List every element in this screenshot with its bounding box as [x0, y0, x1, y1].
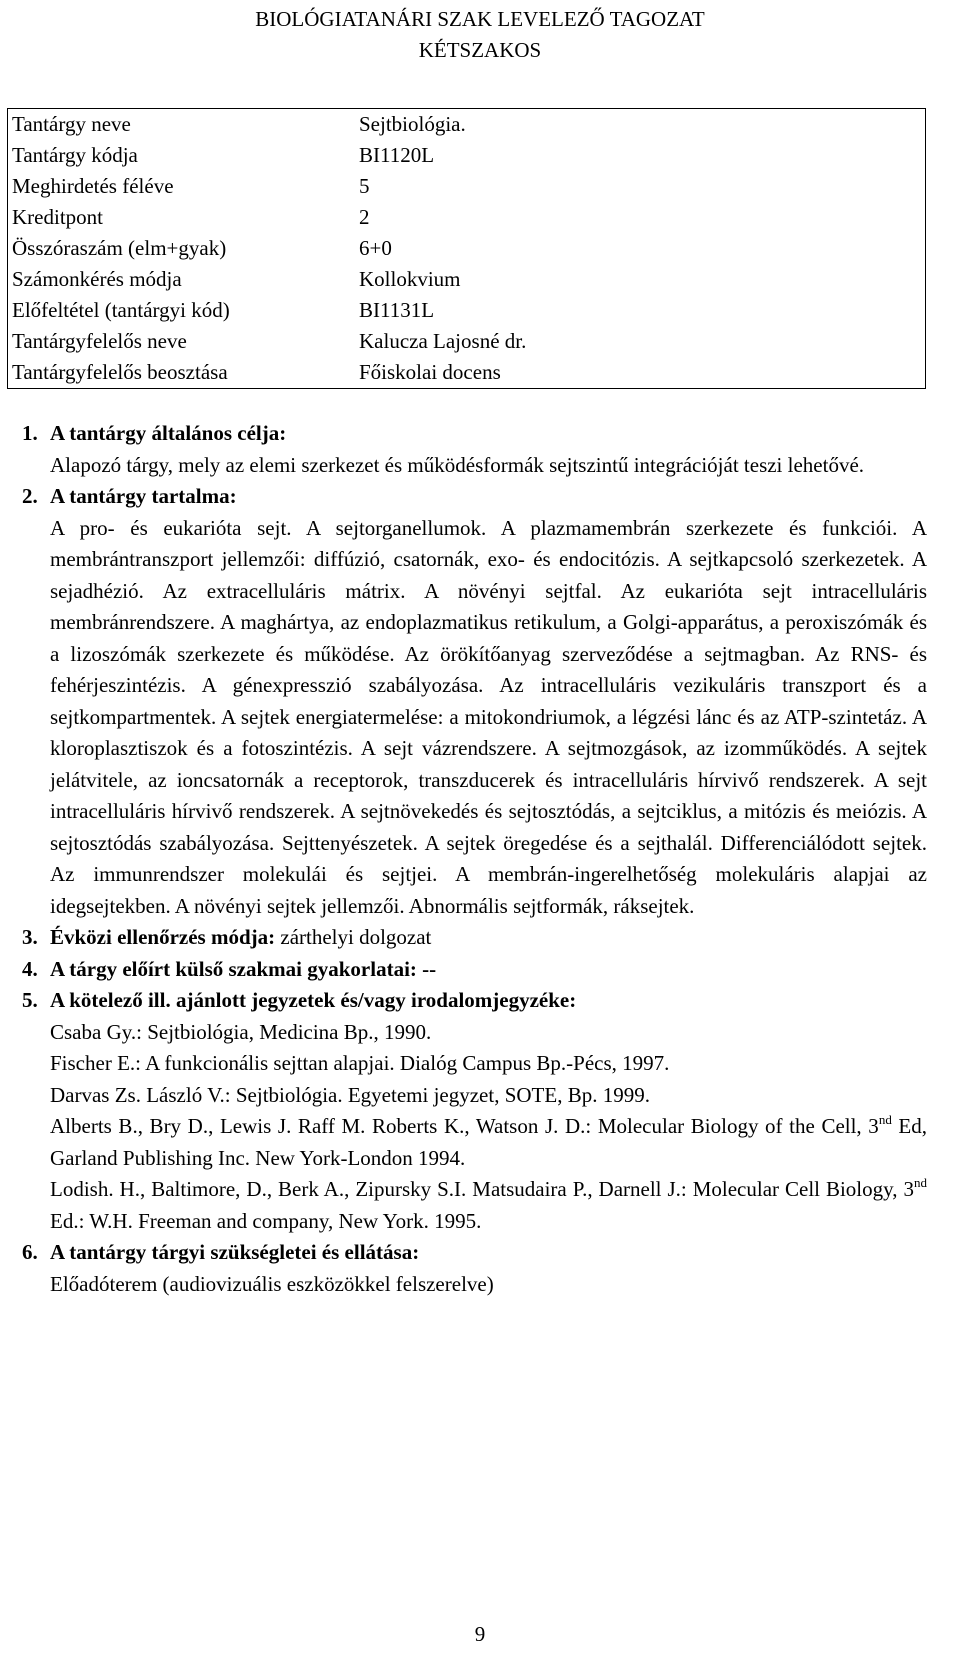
row-value: BI1131L	[359, 298, 435, 322]
syllabus-content	[22, 418, 927, 1300]
reference-item	[22, 1174, 927, 1237]
reference-item: Darvas Zs. László V.: Sejtbiológia. Egyetemi jegyzet, SOTE, Bp. 1999.	[50, 1082, 650, 1107]
row-value: 5	[359, 174, 370, 198]
section-3-value: zárthelyi dolgozat	[275, 925, 432, 949]
table-row	[8, 140, 926, 171]
section-title: A tantárgy tárgyi szükségletei és ellátása:	[50, 1240, 420, 1264]
document-header	[0, 4, 960, 66]
section-6-heading	[22, 1237, 927, 1269]
section-3-heading	[22, 922, 927, 954]
section-2-heading	[22, 481, 927, 513]
reference-item	[22, 1111, 927, 1174]
section-title: Évközi ellenőrzés módja:	[50, 925, 276, 949]
reference-text: Alberts B., Bry D., Lewis J. Raff M. Roberts K., Watson J. D.: Molecular Biology of the Cell, 3	[50, 1114, 879, 1138]
section-title: A kötelező ill. ajánlott jegyzetek és/vagy irodalomjegyzéke:	[50, 988, 577, 1012]
row-key: Összóraszám (elm+gyak)	[12, 236, 227, 260]
row-key: Kreditpont	[12, 205, 103, 229]
reference-item: Csaba Gy.: Sejtbiológia, Medicina Bp., 1990.	[50, 1019, 432, 1044]
row-value: Sejtbiológia.	[359, 112, 466, 136]
section-number: 6.	[22, 1240, 38, 1264]
row-value: 6+0	[359, 236, 392, 260]
section-number: 4.	[22, 956, 38, 981]
reference-item: Fischer E.: A funkcionális sejttan alapjai. Dialóg Campus Bp.-Pécs, 1997.	[50, 1051, 670, 1075]
section-title: A tantárgy tartalma:	[50, 484, 237, 508]
row-key: Számonkérés módja	[12, 267, 182, 291]
header-line-2: KÉTSZAKOS	[418, 38, 542, 62]
ordinal-suffix: nd	[914, 1175, 927, 1190]
section-number: 1.	[22, 421, 38, 445]
table-row	[8, 233, 926, 264]
section-5-heading	[22, 985, 927, 1017]
row-value: Kalucza Lajosné dr.	[359, 329, 527, 353]
row-key: Tantárgy neve	[12, 112, 131, 136]
reference-text: Ed.: W.H. Freeman and company, New York. 1995.	[50, 1208, 482, 1233]
section-6-body: Előadóterem (audiovizuális eszközökkel felszerelve)	[50, 1271, 494, 1296]
page-number: 9	[474, 1622, 486, 1646]
row-key: Meghirdetés féléve	[12, 174, 174, 198]
row-value: Kollokvium	[359, 267, 461, 291]
ordinal-suffix: nd	[878, 1112, 892, 1127]
row-key: Tantárgy kódja	[12, 143, 138, 167]
header-line-1: BIOLÓGIATANÁRI SZAK LEVELEZŐ TAGOZAT	[255, 7, 705, 31]
section-1-body: Alapozó tárgy, mely az elemi szerkezet és működésformák sejtszintű integrációját teszi lehetővé.	[50, 452, 865, 477]
section-title: A tárgy előírt külső szakmai gyakorlatai: --	[50, 956, 437, 981]
row-value: BI1120L	[359, 143, 435, 167]
course-info-table	[7, 108, 926, 389]
reference-text: Ed, Garland Publishing Inc. New York-London 1994.	[50, 1114, 928, 1170]
reference-text: Lodish. H., Baltimore, D., Berk A., Zipursky S.I. Matsudaira P., Darnell J.: Molecular Cell Biology, 3	[50, 1177, 914, 1201]
section-2-body: A pro- és eukarióta sejt. A sejtorganellumok. A plazmamembrán szerkezete és funkciói. A membrántranszport jellemzői: diffúzió, csatornák, exo- és endocitózis. A sejtkapcsoló szerkezetek. A sejadhézió. Az extracelluláris mátrix. A növényi sejtfal. Az eukarióta sejt intracelluláris membránrendszere. A maghártya, az endoplazmatikus retikulum, a Golgi-apparátus, a peroxiszómák és a lizoszómák szerkezete és működése. Az örökítőanyag szerveződése a sejtmagban. Az RNS- és fehérjeszintézis. A génexpresszió szabályozása. Az intracelluláris vezikuláris transzport és a sejtkompartmentek. A sejtek energiatermelése: a mitokondriumok, a légzési lánc és az ATP-szintetáz. A kloroplasztiszok és a fotoszintézis. A sejt vázrendszere. A sejtmozgások, az izomműködés. A sejtek jelátvitele, az ioncsatornák a receptorok, transzducerek és intracelluláris hírvivő rendszerek. A sejt intracelluláris hírvivő rendszerek. A sejtnövekedés és sejtosztódás, a sejtciklus, a mitózis és meiózis. A sejtosztódás szabályozása. Sejttenyészetek. A sejtek öregedése és a sejthalál. Differenciálódott sejtek. Az immunrendszer molekulái és sejtjei. A membrán-ingerelhetőség molekuláris alapjai az idegsejtekben. A növényi sejtek jellemzői. Abnormális sejtformák, ráksejtek.	[50, 515, 927, 918]
row-value: Főiskolai docens	[359, 360, 501, 384]
section-title: A tantárgy általános célja:	[50, 421, 287, 445]
table-row	[8, 326, 926, 357]
section-number: 3.	[22, 925, 38, 949]
table-row	[8, 109, 926, 141]
table-row	[8, 202, 926, 233]
table-row	[8, 295, 926, 326]
section-number: 2.	[22, 484, 38, 508]
section-4-heading	[22, 954, 927, 986]
row-key: Tantárgyfelelős beosztása	[12, 360, 228, 384]
section-number: 5.	[22, 988, 38, 1012]
row-key: Előfeltétel (tantárgyi kód)	[12, 298, 230, 322]
table-row	[8, 264, 926, 295]
table-row	[8, 171, 926, 202]
row-value: 2	[359, 205, 370, 229]
section-1-heading	[22, 418, 927, 450]
row-key: Tantárgyfelelős neve	[12, 329, 187, 353]
table-row	[8, 357, 926, 389]
